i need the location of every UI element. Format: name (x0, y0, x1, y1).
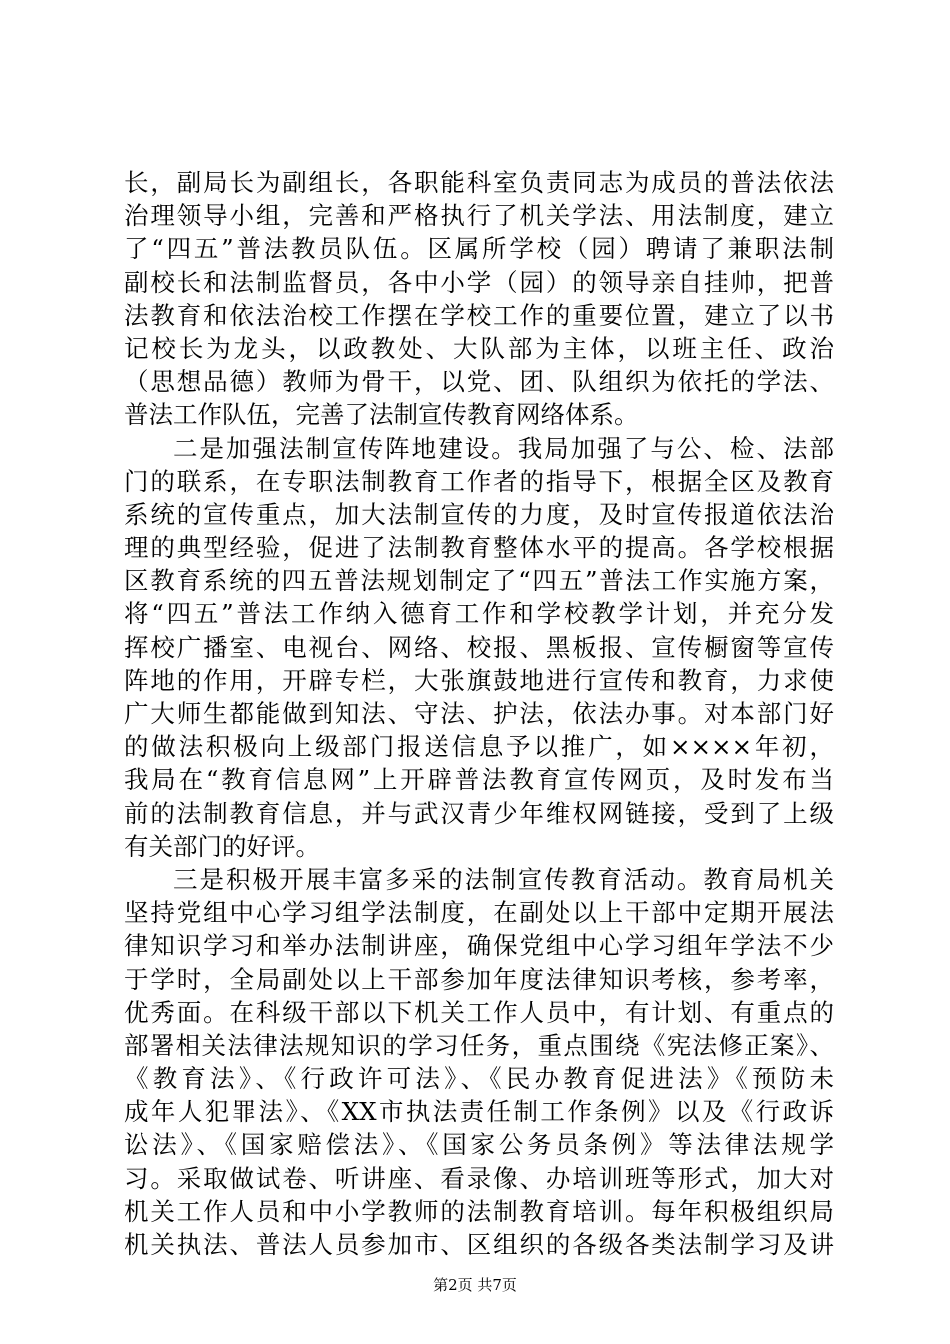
text-line: 的做法积极向上级部门报送信息予以推广，如××××年初， (124, 732, 834, 762)
text-line: 治理领导小组，完善和严格执行了机关学法、用法制度，建立 (124, 201, 834, 231)
text-line: 机关工作人员和中小学教师的法制教育培训。每年积极组织局 (124, 1196, 834, 1226)
text-line: 机关执法、普法人员参加市、区组织的各级各类法制学习及讲 (124, 1230, 834, 1259)
text-line: 系统的宣传重点，加大法制宣传的力度，及时宣传报道依法治 (124, 499, 834, 529)
text-line: 阵地的作用，开辟专栏，大张旗鼓地进行宣传和教育，力求使 (124, 665, 834, 695)
text-line: 部署相关法律法规知识的学习任务，重点围绕《宪法修正案》、 (124, 1030, 834, 1060)
text-line: 普法工作队伍，完善了法制宣传教育网络体系。 (124, 400, 639, 430)
text-line: 广大师生都能做到知法、守法、护法，依法办事。对本部门好 (124, 699, 834, 728)
text-line: 副校长和法制监督员，各中小学（园）的领导亲自挂帅，把普 (124, 267, 834, 297)
text-line: 三是积极开展丰富多采的法制宣传教育活动。教育局机关 (173, 864, 834, 894)
text-line: 法教育和依法治校工作摆在学校工作的重要位置，建立了以书 (124, 300, 834, 330)
text-line: 于学时，全局副处以上干部参加年度法律知识考核，参考率， (124, 964, 834, 994)
text-line: 门的联系，在专职法制教育工作者的指导下，根据全区及教育 (124, 466, 834, 496)
text-line: 习。采取做试卷、听讲座、看录像、办培训班等形式，加大对 (124, 1163, 834, 1193)
text-line: 记校长为龙头，以政教处、大队部为主体，以班主任、政治 (124, 333, 834, 363)
text-line: 挥校广播室、电视台、网络、校报、黑板报、宣传橱窗等宣传 (124, 632, 834, 662)
text-line: 前的法制教育信息，并与武汉青少年维权网链接，受到了上级 (124, 798, 834, 828)
text-line: 将“四五”普法工作纳入德育工作和学校教学计划，并充分发 (124, 599, 834, 629)
text-line: 区教育系统的四五普法规划制定了“四五”普法工作实施方案， (124, 566, 834, 596)
text-line: 二是加强法制宣传阵地建设。我局加强了与公、检、法部 (173, 433, 834, 463)
text-line: 有关部门的好评。 (124, 831, 320, 861)
text-line: 坚持党组中心学习组学法制度，在副处以上干部中定期开展法 (124, 898, 834, 928)
text-line: 律知识学习和举办法制讲座，确保党组中心学习组年学法不少 (124, 931, 834, 961)
text-line: 讼法》、《国家赔偿法》、《国家公务员条例》等法律法规学 (124, 1130, 834, 1160)
text-line: 了“四五”普法教员队伍。区属所学校（园）聘请了兼职法制 (124, 234, 834, 264)
text-line: 《教育法》、《行政许可法》、《民办教育促进法》《预防未 (124, 1064, 834, 1094)
body-text (124, 166, 834, 1261)
text-line: 我局在“教育信息网”上开辟普法教育宣传网页，及时发布当 (124, 765, 834, 795)
text-line: （思想品德）教师为骨干，以党、团、队组织为依托的学法、 (124, 367, 834, 397)
text-line: 长，副局长为副组长，各职能科室负责同志为成员的普法依法 (124, 168, 834, 197)
text-line: 成年人犯罪法》、《XX市执法责任制工作条例》以及《行政诉 (124, 1097, 834, 1127)
page-footer: 第2页 共7页 (433, 1276, 517, 1294)
text-line: 理的典型经验，促进了法制教育整体水平的提高。各学校根据 (124, 533, 834, 563)
text-line: 优秀面。在科级干部以下机关工作人员中，有计划、有重点的 (124, 997, 834, 1027)
